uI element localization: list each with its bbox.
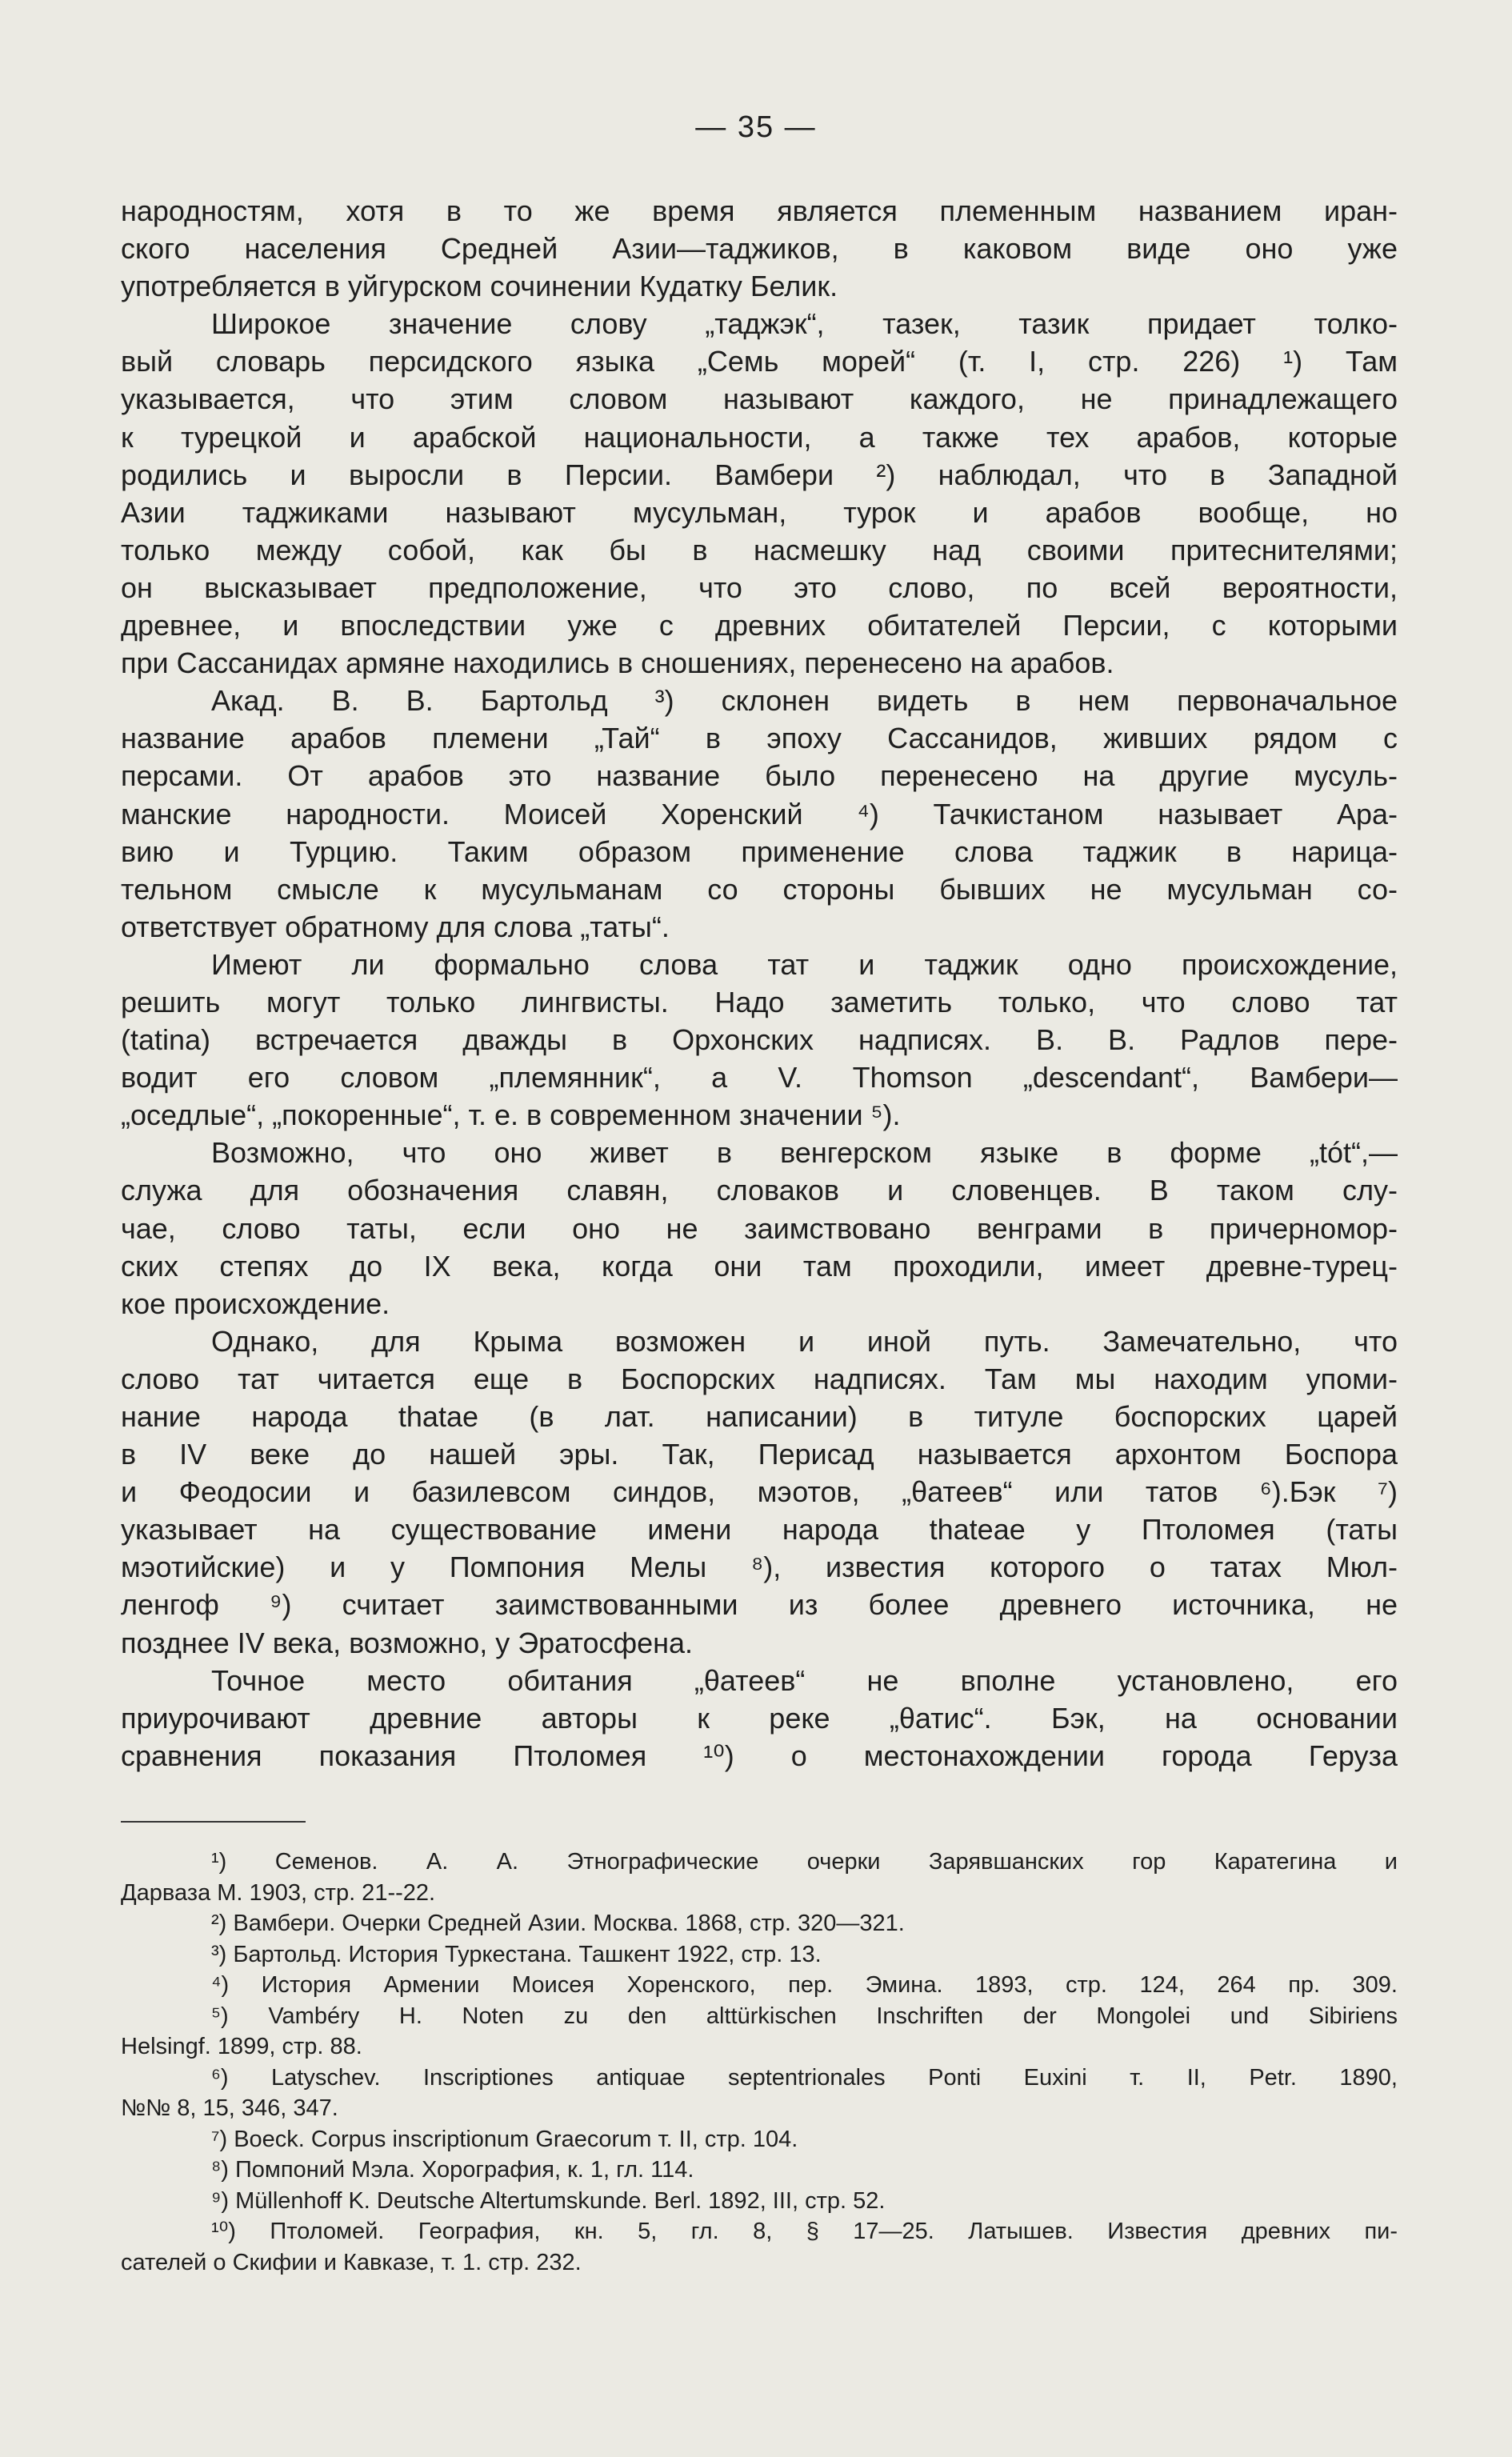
text-line: он высказывает предположение, что это слово, по всей вероятности,	[121, 570, 1398, 604]
text-line: при Сассанидах армяне находились в сношениях, перенесено на арабов.	[121, 646, 1114, 680]
text-line: указывается, что этим словом называют каждого, не принадлежащего	[121, 382, 1398, 416]
body-text	[121, 192, 1398, 1775]
text-line: (tatina) встречается дважды в Орхонских надписях. В. В. Радлов пере-	[121, 1023, 1398, 1057]
footnote-line: ¹) Семенов. А. А. Этнографические очерки Зарявшанских гор Каратегина и	[211, 1849, 1398, 1875]
text-line: древнее, и впоследствии уже с древних обитателей Персии, с которыми	[121, 609, 1398, 642]
footnote-line: №№ 8, 15, 346, 347.	[121, 2095, 338, 2121]
text-line: Азии таджиками называют мусульман, турок и арабов вообще, но	[121, 495, 1398, 529]
footnote-line: ¹⁰) Птоломей. География, кн. 5, гл. 8, § 17—25. Латышев. Известия древних пи-	[211, 2219, 1398, 2244]
text-line: к турецкой и арабской национальности, а также тех арабов, которые	[121, 420, 1398, 454]
text-line: Возможно, что оно живет в венгерском языке в форме „tót“,—	[211, 1136, 1398, 1170]
page-number: — 35 —	[695, 110, 817, 144]
footnote-line: ²) Вамбери. Очерки Средней Азии. Москва. 1868, стр. 320—321.	[211, 1911, 905, 1936]
text-line: Точное место обитания „θатеев“ не вполне установлено, его	[211, 1663, 1398, 1697]
text-line: в IV веке до нашей эры. Так, Перисад называется архонтом Боспора	[121, 1438, 1398, 1471]
text-line: приурочивают древние авторы к реке „θатис“. Бэк, на основании	[121, 1701, 1398, 1735]
footnote-divider	[121, 1821, 306, 1823]
text-line: чае, слово таты, если оно не заимствовано венграми в причерномор-	[121, 1211, 1398, 1245]
text-line: манские народности. Моисей Хоренский ⁴) Тачкистаном называет Ара-	[121, 797, 1398, 830]
footnote-line: ⁹) Müllenhoff K. Deutsche Altertumskunde. Berl. 1892, III, стр. 52.	[211, 2187, 886, 2214]
text-line: только между собой, как бы в насмешку над своими притеснителями;	[121, 533, 1398, 566]
footnote-line: сателей о Скифии и Кавказе, т. 1. стр. 232.	[121, 2249, 582, 2275]
text-line: вию и Турцию. Таким образом применение слова таджик в нарица-	[121, 834, 1398, 868]
text-line: тельном смысле к мусульманам со стороны бывших не мусульман со-	[121, 872, 1398, 906]
text-line: ских степях до IX века, когда они там проходили, имеет древне-турец-	[121, 1249, 1398, 1283]
text-line: кое происхождение.	[121, 1287, 390, 1320]
text-line: ответствует обратному для слова „таты“.	[121, 910, 670, 943]
text-line: вый словарь персидского языка „Семь морей“ (т. I, стр. 226) ¹) Там	[121, 345, 1398, 378]
text-line: нание народа thatae (в лат. написании) в титуле боспорских царей	[121, 1400, 1398, 1433]
footnote-line: Helsingf. 1899, стр. 88.	[121, 2034, 362, 2059]
text-line: мэотийские) и у Помпония Мелы ⁸), известия которого о татах Мюл-	[121, 1551, 1398, 1584]
text-line: сравнения показания Птоломея ¹⁰) о местонахождении города Геруза	[121, 1739, 1398, 1772]
text-line: Акад. В. В. Бартольд ³) склонен видеть в нем первоначальное	[211, 684, 1398, 718]
text-line: слово тат читается еще в Боспорских надписях. Там мы находим упоми-	[121, 1362, 1398, 1395]
footnote-line: ³) Бартольд. История Туркестана. Ташкент 1922, стр. 13.	[211, 1941, 822, 1967]
text-line: указывает на существование имени народа thateae у Птоломея (таты	[121, 1513, 1398, 1547]
text-line: название арабов племени „Тай“ в эпоху Сассанидов, живших рядом с	[121, 722, 1398, 755]
text-line: родились и выросли в Персии. Вамбери ²) наблюдал, что в Западной	[121, 458, 1398, 491]
footnote-line: ⁶) Latyschev. Inscriptiones antiquae septentrionales Ponti Euxini т. II, Petr. 1890,	[211, 2064, 1398, 2091]
text-line: и Феодосии и базилевсом синдов, мэотов, „θатеев“ или татов ⁶).Бэк ⁷)	[121, 1475, 1398, 1509]
text-line: ского населения Средней Азии—таджиков, в каковом виде оно уже	[121, 232, 1398, 266]
text-line: Широкое значение слову „таджэк“, тазек, тазик придает толко-	[211, 307, 1398, 341]
text-line: Имеют ли формально слова тат и таджик одно происхождение,	[211, 947, 1398, 981]
text-line: водит его словом „племянник“, а V. Thomson „descendant“, Вамбери—	[121, 1061, 1398, 1094]
footnote-line: ⁷) Boeck. Corpus inscriptionum Graecorum т. II, стр. 104.	[211, 2126, 798, 2152]
footnote-line: Дарваза М. 1903, стр. 21--22.	[121, 1879, 436, 1906]
text-line: „оседлые“, „покоренные“, т. е. в современном значении ⁵).	[121, 1098, 901, 1132]
text-line: употребляется в уйгурском сочинении Кудатку Белик.	[121, 270, 838, 303]
text-line: народностям, хотя в то же время является племенным названием иран-	[121, 194, 1398, 227]
footnote-line: ⁸) Помпоний Мэла. Хорография, к. 1, гл. 114.	[211, 2157, 694, 2183]
text-line: ленгоф ⁹) считает заимствованными из более древнего источника, не	[121, 1588, 1398, 1622]
text-line: решить могут только лингвисты. Надо заметить только, что слово тат	[121, 985, 1398, 1018]
footnote-line: ⁴) История Армении Моисея Хоренского, пер. Эмина. 1893, стр. 124, 264 пр. 309.	[211, 1972, 1398, 1998]
footnotes	[121, 1847, 1398, 2278]
text-line: служа для обозначения славян, словаков и словенцев. В таком слу-	[121, 1174, 1398, 1207]
text-line: позднее IV века, возможно, у Эратосфена.	[121, 1626, 694, 1659]
text-line: персами. От арабов это название было перенесено на другие мусуль-	[121, 759, 1398, 793]
text-line: Однако, для Крыма возможен и иной путь. Замечательно, что	[211, 1324, 1398, 1358]
footnote-line: ⁵) Vambéry H. Noten zu den alttürkischen Inschriften der Mongolei und Sibiriens	[211, 2003, 1398, 2029]
